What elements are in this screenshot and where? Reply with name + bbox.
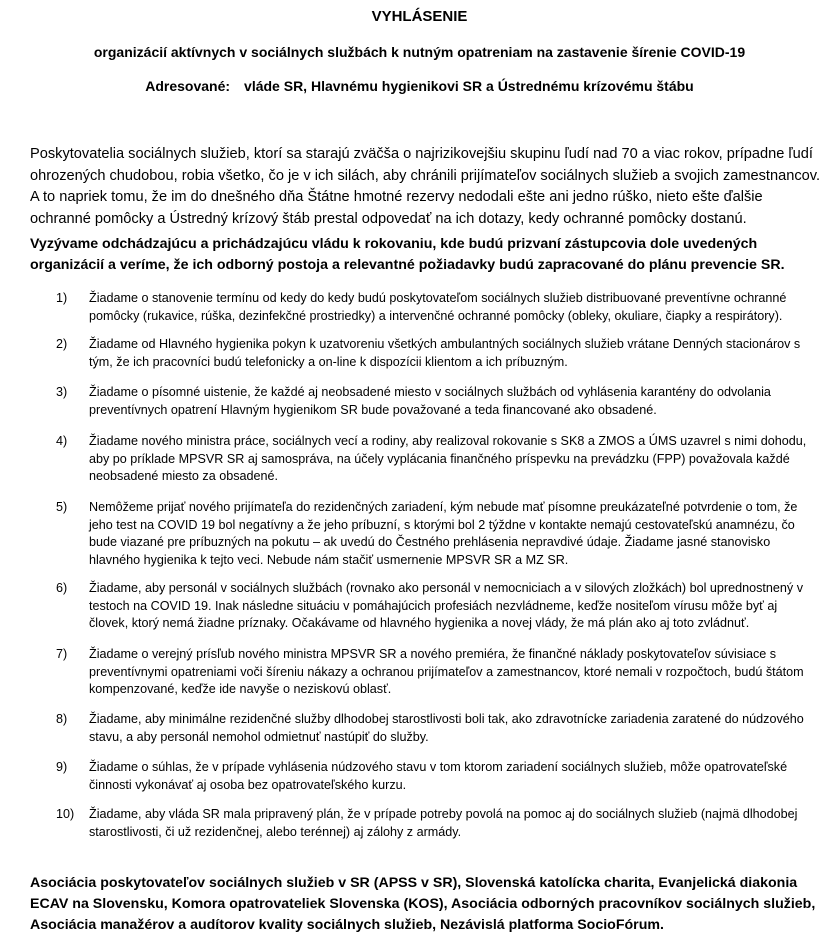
addressee-label: Adresované: [145, 78, 231, 94]
document-title: VYHLÁSENIE [371, 8, 468, 25]
demand-number: 7) [56, 647, 68, 661]
demand-text: Žiadame o písomné uistenie, že každé aj neobsadené miesto v sociálnych službách od vyhlásenia karantény do odvolania preventívnych opatrení Hlavným hygienikom SR bude považované a teda financované ako obsadené. [89, 385, 771, 417]
demand-text: Nemôžeme prijať nového prijímateľa do rezidenčných zariadení, kým nebude mať písomne preukázateľné potvrdenie o tom, že jeho test na COVID 19 bol negatívny a že jeho príbuzní, s ktorými bol 2 týždne v kontakte nemajú cestovateľskú anamnézu, čo bude viazané pre príbuzných na pokutu – ak uvedú do Čestného prehlásenia nepravdivé údaje. Žiadame jasné stanovisko hlavného hygienika k tejto veci. Nebude nám stačiť usmernenie MPSVR SR a MZ SR. [89, 500, 798, 567]
demand-text: Žiadame od Hlavného hygienika pokyn k uzatvoreniu všetkých ambulantných sociálnych služieb vrátane Denných stacionárov s tým, že ich pracovníci budú telefonicky a on-line k dispozícii klientom a ich príbuzným. [89, 337, 801, 369]
demand-text: Žiadame o verejný prísľub nového ministra MPSVR SR a nového premiéra, že finančné náklady poskytovateľov súvisiace s preventívnymi opatreniami voči šíreniu nákazy a ochranou prijímateľov a zamestnancov, ktoré nemali v rozpočtoch, budú štátom kompenzované, keďže ide navyše o neziskovú oblasť. [89, 647, 804, 696]
demand-number: 4) [56, 434, 68, 448]
demand-text: Žiadame nového ministra práce, sociálnych vecí a rodiny, aby realizoval rokovanie s SK8 a ZMOS a ÚMS uzavrel s nimi dohodu, aby po príklade MPSVR SR aj samospráva, na účely vyplácania finančného príspevku na prevádzku (FPP) považovala každé neobsadené miesto za obsadené. [89, 434, 807, 483]
demand-number: 5) [56, 500, 68, 514]
document-subtitle: organizácií aktívnych v sociálnych službách k nutným opatreniam na zastavenie šírenie COVID-19 [93, 44, 746, 60]
demand-number: 6) [56, 581, 68, 595]
demand-number: 9) [56, 760, 68, 774]
addressee-text: vláde SR, Hlavnému hygienikovi SR a Ústrednému krízovému štábu [244, 78, 694, 94]
demand-number: 8) [56, 712, 68, 726]
intro-paragraph: Poskytovatelia sociálnych služieb, ktorí sa starajú zväčša o najrizikovejšiu skupinu ľudí nad 70 a viac rokov, prípadne ľudí ohrozených chudobou, robia všetko, čo je v ich silách, aby chránili prijímateľov sociálnych služieb a svojich zamestnancov. A to napriek tomu, že im do dnešného dňa Štátne hmotné rezervy nedodali ešte ani jedno rúško, nieto ešte ďalšie ochranné pomôcky a Ústredný krízový štáb prestal odpovedať na ich dotazy, kedy ochranné pomôcky dostanú. [30, 146, 821, 227]
signatories-paragraph: Asociácia poskytovateľov sociálnych služieb v SR (APSS v SR), Slovenská katolícka charita, Evanjelická diakonia ECAV na Slovensku, Komora opatrovateliek Slovenska (KOS), Asociácia odborných pracovníkov sociálnych služieb, Asociácia manažérov a audítorov kvality sociálnych služieb, Nezávislá platforma SocioFórum. [30, 875, 816, 933]
demand-text: Žiadame, aby personál v sociálnych službách (rovnako ako personál v nemocniciach a v silových zložkách) bol uprednostnený v testoch na COVID 19. Inak následne situáciu v pomáhajúcich profesiách nezvládneme, keďže nositeľom vírusu môže byť aj človek, ktorý nemá žiadne príznaky. Očakávame od hlavného hygienika a novej vlády, že má plán ako aj toto zvládnuť. [89, 581, 804, 630]
demand-text: Žiadame, aby vláda SR mala pripravený plán, že v prípade potreby povolá na pomoc aj do sociálnych služieb (najmä dlhodobej starostlivosti, či už rezidenčnej, alebo terénnej) aj zálohy z armády. [89, 807, 798, 839]
demand-text: Žiadame o súhlas, že v prípade vyhlásenia núdzového stavu v tom ktorom zariadení sociálnych služieb, môže opatrovateľské činnosti vykonávať aj osoba bez opatrovateľského kurzu. [89, 760, 788, 792]
demand-text: Žiadame, aby minimálne rezidenčné služby dlhodobej starostlivosti boli tak, ako zdravotnícke zariadenia zaratené do núdzového stavu, a aby personál nemohol odmietnuť nastúpiť do služby. [89, 712, 804, 744]
demand-number: 3) [56, 385, 68, 399]
demand-text: Žiadame o stanovenie termínu od kedy do kedy budú poskytovateľom sociálnych služieb distribuované preventívne ochranné pomôcky (rukavice, rúška, dezinfekčné prostriedky) a intervenčné ochranné pomôcky (obleky, okuliare, čiapky a respirátory). [89, 291, 787, 323]
demand-number: 2) [56, 337, 68, 351]
demand-number: 1) [56, 291, 68, 305]
appeal-paragraph: Vyzývame odchádzajúcu a prichádzajúcu vládu k rokovaniu, kde budú prizvaní zástupcovia dole uvedených organizácií a veríme, že ich odborný postoja a relevantné požiadavky budú zapracované do plánu prevencie SR. [30, 236, 785, 273]
demand-number: 10) [56, 807, 75, 821]
